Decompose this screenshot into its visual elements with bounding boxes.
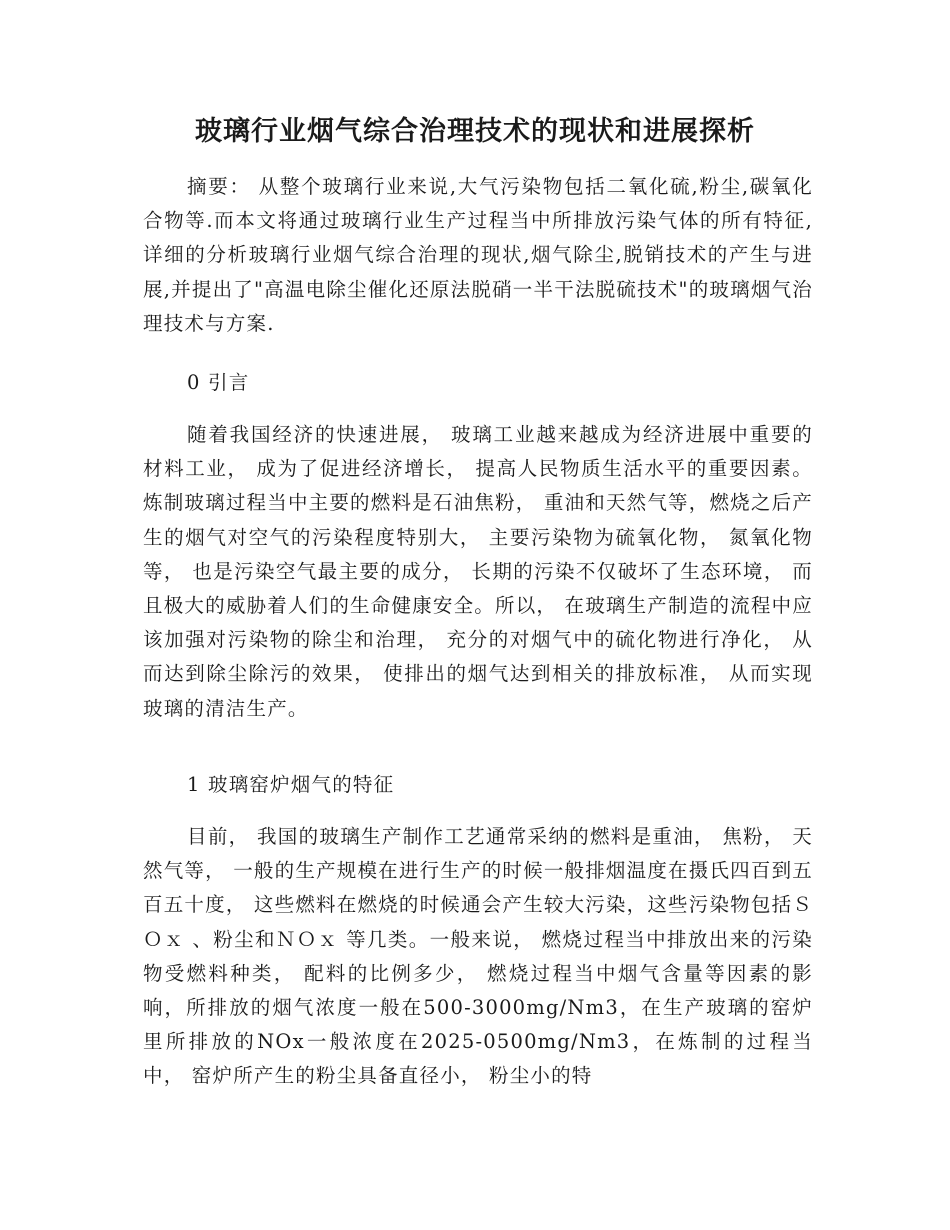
section-heading: 1 玻璃窑炉烟气的特征 bbox=[187, 773, 395, 796]
section-1-body-block bbox=[143, 820, 813, 1094]
document-title: 玻璃行业烟气综合治理技术的现状和进展探析 bbox=[195, 116, 755, 147]
abstract-paragraph: 摘要： 从整个玻璃行业来说,大气污染物包括二氧化硫,粉尘,碳氧化合物等.而本文将通过玻璃行业生产过程当中所排放污染气体的所有特征,详细的分析玻璃行业烟气综合治理的现状,烟气除尘,脱销技术的产生与进展,并提出了"高温电除尘催化还原法脱硝一半干法脱硫技术"的玻璃烟气治理技术与方案. bbox=[143, 175, 813, 335]
body-paragraph: 随着我国经济的快速进展， 玻璃工业越来越成为经济进展中重要的材料工业， 成为了促进经济增长， 提高人民物质生活水平的重要因素。炼制玻璃过程当中主要的燃料是石油焦粉， 重油和天然气等，燃烧之后产生的烟气对空气的污染程度特别大， 主要污染物为硫氧化物， 氮氧化物等， 也是污染空气最主要的成分， 长期的污染不仅破坏了生态环境， 而且极大的威胁着人们的生命健康安全。所以， 在玻璃生产制造的流程中应该加强对污染物的除尘和治理， 充分的对烟气中的硫化物进行净化， 从而达到除尘除污的效果， 使排出的烟气达到相关的排放标准， 从而实现玻璃的清洁生产。 bbox=[143, 423, 813, 720]
section-0-heading-block bbox=[143, 366, 813, 400]
section-1-heading-block bbox=[143, 768, 813, 802]
section-heading: 0 引言 bbox=[187, 371, 250, 394]
body-paragraph: 目前， 我国的玻璃生产制作工艺通常采纳的燃料是重油， 焦粉， 天然气等， 一般的生产规模在进行生产的时候一般排烟温度在摄氏四百到五百五十度， 这些燃料在燃烧的时候通会产生较大污染，这些污染物包括ＳＯｘ 、粉尘和ＮＯｘ 等几类。一般来说， 燃烧过程当中排放出来的污染物受燃料种类， 配料的比例多少， 燃烧过程当中烟气含量等因素的影响，所排放的烟气浓度一般在500-3000mg/Nm3，在生产玻璃的窑炉里所排放的NOx一般浓度在2025-0500mg/Nm3，在炼制的过程当中， 窑炉所产生的粉尘具备直径小， 粉尘小的特 bbox=[143, 825, 813, 1088]
abstract-block bbox=[143, 170, 813, 341]
section-0-body-block bbox=[143, 418, 813, 726]
